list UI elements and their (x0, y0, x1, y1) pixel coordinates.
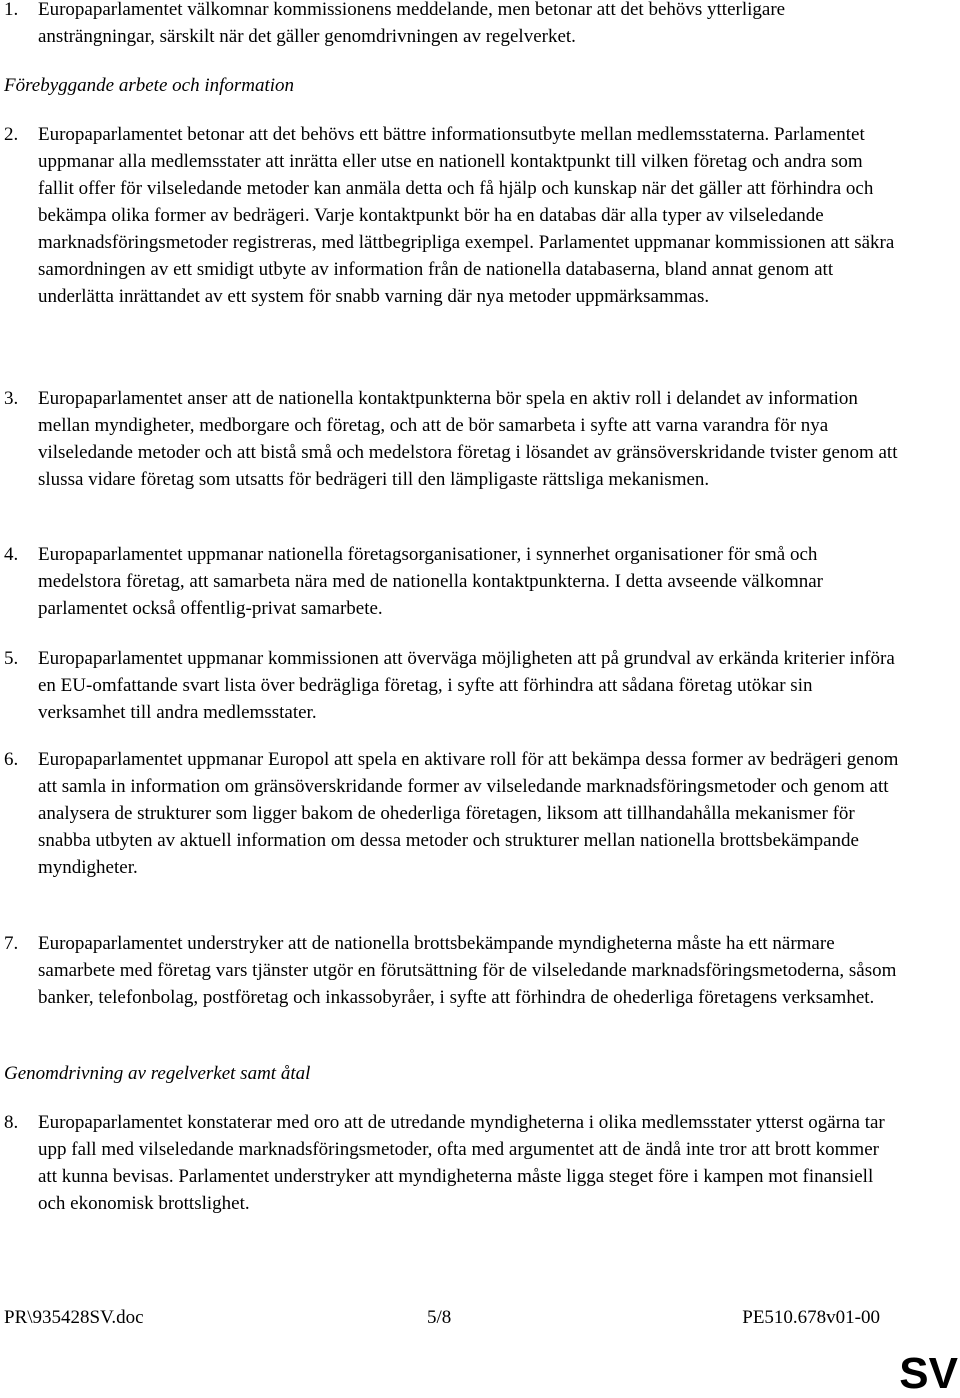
footer-page-number: 5/8 (427, 1307, 452, 1328)
section-heading-enforcement: Genomdrivning av regelverket samt åtal (4, 1063, 311, 1084)
paragraph-number: 7. (4, 933, 19, 954)
paragraph-text: Europaparlamentet uppmanar Europol att spela en aktivare roll för att bekämpa dessa former av bedrägeri genom att samla in information om gränsöverskridande former av vilseledande marknadsföringsmetoder och genom att analysera de strukturer som ligger bakom de ohederliga företagen, liksom att tillhandahålla mekanismer för snabba utbyten av aktuell information om dessa metoder och strukturer mellan nationella brottsbekämpande myndigheter. (38, 749, 899, 878)
footer-doc-ref: PR\935428SV.doc (4, 1307, 144, 1328)
footer-pe-ref: PE510.678v01-00 (742, 1307, 880, 1328)
paragraph-text: Europaparlamentet välkomnar kommissionens meddelande, men betonar att det behövs ytterligare ansträngningar, särskilt när det gäller genomdrivningen av regelverket. (38, 0, 786, 47)
paragraph-number: 5. (4, 648, 19, 669)
paragraph-number: 2. (4, 124, 19, 145)
paragraph-number: 1. (4, 0, 19, 20)
paragraph-number: 4. (4, 544, 19, 565)
paragraph-text: Europaparlamentet betonar att det behövs ett bättre informationsutbyte mellan medlemsstaterna. Parlamentet uppmanar alla medlemsstater att inrätta eller utse en nationell kontaktpunkt till vilken företag och andra som fallit offer för vilseledande metoder kan anmäla detta och få hjälp och kunskap när det gäller att förhindra och bekämpa olika former av bedrägeri. Varje kontaktpunkt bör ha en databas där alla typer av vilseledande marknadsföringsmetoder registreras, med lättbegripliga exempel. Parlamentet uppmanar kommissionen att säkra samordningen av ett smidigt utbyte av information från de nationella databaserna, bland annat genom att underlätta inrättandet av ett system för snabb varning där nya metoder uppmärksammas. (38, 124, 895, 307)
paragraph-number: 3. (4, 388, 19, 409)
section-heading-prevention: Förebyggande arbete och information (4, 75, 295, 96)
paragraph-text: Europaparlamentet anser att de nationella kontaktpunkterna bör spela en aktiv roll i delandet av information mellan myndigheter, medborgare och företag, och att de bör samarbeta i syfte att varna varandra för nya vilseledande metoder och att bistå små och medelstora företag i lösandet av gränsöverskridande tvister genom att slussa vidare företag som utsatts för bedrägeri till den lämpligaste rättsliga mekanismen. (38, 388, 898, 490)
paragraph-number: 8. (4, 1112, 19, 1133)
paragraph-text: Europaparlamentet uppmanar nationella företagsorganisationer, i synnerhet organisationer för små och medelstora företag, att samarbeta nära med de nationella kontaktpunkterna. I detta avseende välkomnar parlamentet också offentlig-privat samarbete. (38, 544, 824, 619)
paragraph-number: 6. (4, 749, 19, 770)
paragraph-text: Europaparlamentet konstaterar med oro att de utredande myndigheterna i olika medlemsstater ytterst ogärna tar upp fall med vilseledande marknadsföringsmetoder, ofta med argumentet att de ändå inte tror att brott kommer att kunna bevisas. Parlamentet understryker att myndigheterna måste ligga steget före i kampen mot finansiell och ekonomisk brottslighet. (38, 1112, 885, 1214)
paragraph-text: Europaparlamentet uppmanar kommissionen att överväga möjligheten att på grundval av erkända kriterier införa en EU-omfattande svart lista över bedrägliga företag, i syfte att förhindra att sådana företag utökar sin verksamhet till andra medlemsstater. (38, 648, 895, 723)
paragraph-text: Europaparlamentet understryker att de nationella brottsbekämpande myndigheterna måste ha ett närmare samarbete med företag vars tjänster utgör en förutsättning för de vilseledande marknadsföringsmetoderna, såsom banker, telefonbolag, postföretag och inkassobyråer, i syfte att förhindra de ohederliga företagens verksamhet. (38, 933, 897, 1008)
language-code: SV (899, 1349, 958, 1398)
